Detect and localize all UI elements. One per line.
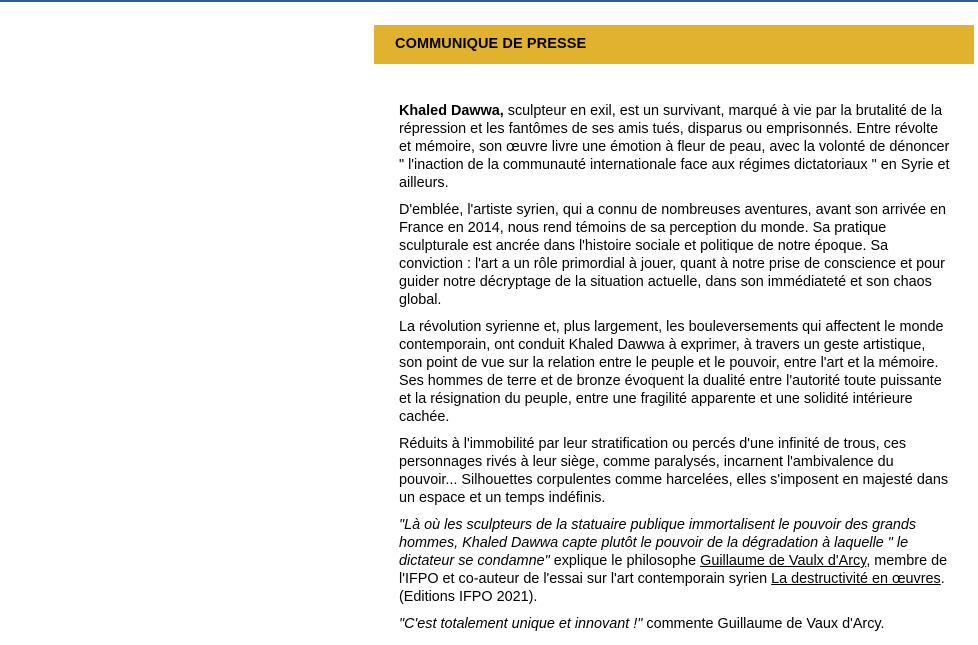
affiliation-text: , membre de l'IFPO et co-auteur de l'essai sur l'art contemporain syrien [399, 553, 948, 587]
philosopher-link[interactable]: Guillaume de Vaulx d'Arcy [700, 553, 867, 569]
banner-title: COMMUNIQUE DE PRESSE [395, 36, 587, 52]
paragraph-comment [399, 615, 951, 633]
artist-name: Khaled Dawwa, [399, 103, 504, 119]
press-release-banner [374, 25, 974, 64]
paragraph-revolution: La révolution syrienne et, plus largement, les bouleversements qui affectent le monde contemporain, ont conduit Khaled Dawwa à exprimer, à travers un geste artistique, son point de vue sur la relation entre le peuple et le pouvoir, entre l'art et la mémoire. Ses hommes de terre et de bronze évoquent la dualité entre l'autorité toute puissante et la résignation du peuple, entre une fragilité apparente et une solidité intérieure cachée. [399, 319, 944, 425]
comment-attribution: commente Guillaume de Vaux d'Arcy. [642, 616, 885, 632]
paragraph-philosopher-quote [399, 516, 951, 606]
paragraph-silhouettes: Réduits à l'immobilité par leur stratification ou percés d'une infinité de trous, ces personnages rivés à leur siège, comme paralysés, incarnent l'ambivalence du pouvoir... Silhouettes corpulentes comme harcelées, elles s'imposent en majesté dans un espace et un temps indéfinis. [399, 436, 949, 506]
essay-link[interactable]: La destructivité en œuvres [771, 571, 941, 587]
paragraph-intro [399, 102, 951, 192]
article-body [399, 102, 951, 642]
philosopher-quote: "Là où les sculpteurs de la statuaire publique immortalisent le pouvoir des grands hommes, Khaled Dawwa capte plutôt le pouvoir de la dégradation à laquelle " le dictateur se condamne" [399, 517, 917, 569]
publisher-text: . (Editions IFPO 2021). [399, 571, 945, 605]
quote-attribution-text: explique le philosophe [549, 553, 701, 569]
paragraph-intro-text: sculpteur en exil, est un survivant, marqué à vie par la brutalité de la répression et les fantômes de ses amis tués, disparus ou emprisonnés. Entre révolte et mémoire, son œuvre livre une émotion à fleur de peau, avec la volonté de dénoncer " l'inaction de la communauté internationale face aux régimes dictatoriaux " en Syrie et ailleurs. [399, 103, 950, 191]
paragraph-perception: D'emblée, l'artiste syrien, qui a connu de nombreuses aventures, avant son arrivée en France en 2014, nous rend témoins de sa perception du monde. Sa pratique sculpturale est ancrée dans l'histoire sociale et politique de notre époque. Sa conviction : l'art a un rôle primordial à jouer, quant à notre prise de conscience et pour guider notre décryptage de la situation actuelle, dans son immédiateté et son chaos global. [399, 202, 947, 308]
top-rule [0, 0, 978, 2]
comment-quote: "C'est totalement unique et innovant !" [399, 616, 643, 632]
